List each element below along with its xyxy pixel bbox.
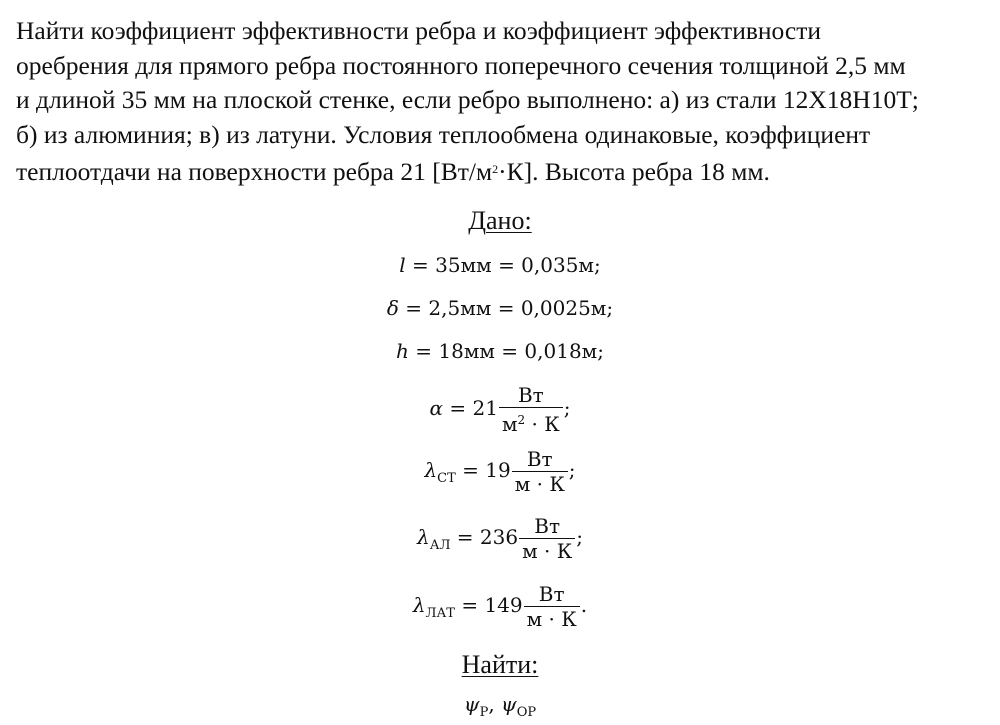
subscript: СТ [437,471,456,486]
denominator-base: м [501,412,518,436]
fraction-numerator: Вт [534,514,561,538]
symbol: λ [424,458,438,482]
superscript: 2 [492,162,499,176]
fraction-denominator: м · К [519,538,575,563]
equation-lambda-brass [0,582,1000,631]
symbol: δ [386,296,399,320]
equation-value: = 149 [454,593,523,617]
fraction [499,383,563,436]
equation-end: ; [576,525,583,549]
fraction-denominator [499,407,563,436]
equation-rhs: = 2,5мм = 0,0025м; [398,296,614,320]
problem-line: б) из алюминия; в) из латуни. Условия теплообмена одинаковые, коэффициент [16,119,871,149]
equation-value: = 236 [450,525,519,549]
equation-height [0,339,1000,363]
equation-end: . [580,593,588,617]
symbol: α [429,396,444,420]
fraction-numerator: Вт [538,582,565,606]
fraction-denominator: м · К [524,606,580,631]
equation-alpha [0,383,1000,436]
problem-line: оребрения для прямого ребра постоянного поперечного сечения толщиной 2,5 мм [16,50,906,80]
fraction [512,447,568,496]
given-title: Дано: [468,206,532,235]
problem-line: и длиной 35 мм на плоской стенке, если ребро выполнено: а) из стали 12Х18Н10Т; [16,85,919,114]
fraction-denominator: м · К [512,471,568,496]
fraction-numerator: Вт [526,447,553,471]
problem-line [16,152,991,190]
find-title: Найти: [461,650,539,679]
problem-text: ·К]. Высота ребра 18 мм. [498,157,770,186]
equation-value: = 19 [455,458,511,482]
equation-rhs: = 18мм = 0,018м; [408,339,604,363]
fraction [519,514,575,563]
symbol: ψ [463,692,480,716]
subscript: ЛАТ [425,606,455,621]
subscript: ОР [516,705,537,720]
problem-line: Найти коэффициент эффективности ребра и коэффициент эффективности [16,16,822,45]
symbol: ψ [501,692,517,716]
fraction-numerator: Вт [517,383,544,407]
symbol: h [396,339,409,363]
symbol: l [399,253,406,277]
equation-end: ; [563,396,571,420]
equation-thickness [0,296,1000,320]
find-unknowns [0,692,1000,725]
equation-rhs: = 35мм = 0,035м; [405,253,601,277]
separator: , [488,692,502,716]
problem-statement [16,14,991,190]
equation-length [0,253,1000,277]
equation-lambda-steel [0,447,1000,496]
subscript: АЛ [429,538,451,553]
problem-text: теплоотдачи на поверхности ребра 21 [Вт/м [16,157,493,186]
symbol: λ [412,593,426,617]
equation-value: = 21 [443,396,498,420]
symbol: λ [417,525,430,549]
superscript: 2 [517,413,526,427]
denominator-rest: · К [525,412,560,436]
equation-end: ; [568,458,576,482]
equation-lambda-aluminium [0,514,1000,563]
subscript: Р [479,705,489,720]
fraction [524,582,580,631]
